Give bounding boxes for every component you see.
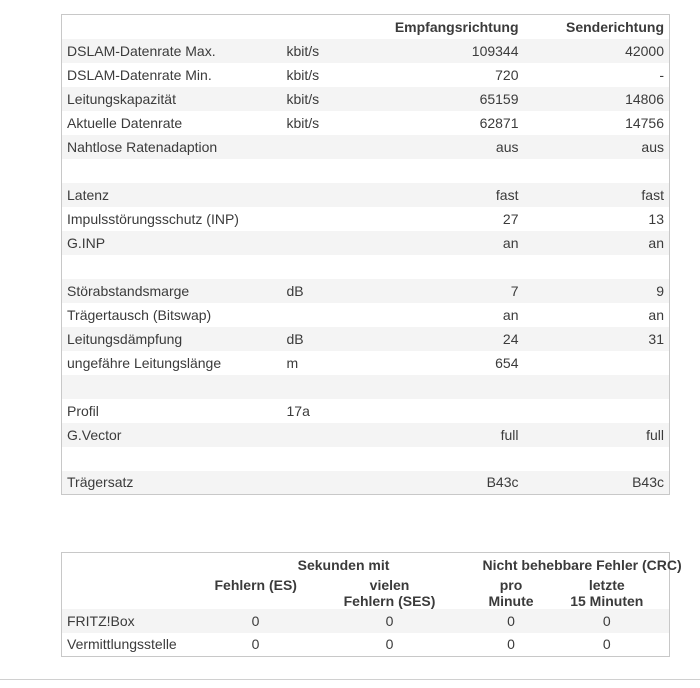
row-downstream-value: an — [374, 231, 524, 255]
row-label: G.Vector — [62, 423, 282, 447]
header-downstream: Empfangsrichtung — [374, 15, 524, 39]
row-upstream-value: - — [659, 66, 664, 83]
row-unit: dB — [282, 327, 374, 351]
row-downstream-value: 24 — [374, 327, 524, 351]
table-row — [62, 207, 670, 231]
error-group-header-row — [62, 553, 670, 577]
header-upstream: Senderichtung — [524, 15, 670, 39]
row-upstream-value — [524, 447, 670, 471]
row-unit: kbit/s — [286, 114, 320, 131]
row-unit: kbit/s — [282, 87, 374, 111]
row-label: Leitungskapazität — [62, 87, 282, 111]
row-downstream-value — [374, 255, 524, 279]
row-label — [62, 159, 282, 183]
row-unit — [282, 303, 374, 327]
table-row — [62, 351, 670, 375]
row-unit — [282, 159, 374, 183]
row-ses-value: 0 — [302, 609, 478, 633]
row-upstream-value: full — [524, 423, 670, 447]
col-pm-label-2: Minute — [488, 592, 534, 609]
table-row — [62, 39, 670, 63]
table-row — [62, 255, 670, 279]
row-upstream-value: an — [648, 306, 664, 323]
row-downstream-value — [374, 399, 524, 423]
table-row — [62, 135, 670, 159]
col-ses-label-2: Fehlern (SES) — [343, 592, 436, 609]
row-label — [62, 375, 282, 399]
table-row — [62, 399, 670, 423]
row-unit: kbit/s — [282, 39, 374, 63]
dsl-line-table — [61, 14, 670, 495]
table-row — [62, 633, 670, 657]
row-downstream-value: an — [502, 306, 519, 323]
row-unit: dB — [282, 279, 374, 303]
row-upstream-value — [524, 399, 670, 423]
table-row — [62, 471, 670, 495]
row-label: Impulsstörungsschutz (INP) — [67, 210, 239, 227]
row-downstream-value: 27 — [502, 210, 519, 227]
row-downstream-value: 654 — [495, 354, 519, 371]
group-seconds-header: Sekunden mit — [297, 556, 390, 573]
row-label: ungefähre Leitungslänge — [67, 354, 222, 371]
table-row — [62, 447, 670, 471]
row-upstream-value — [524, 255, 670, 279]
row-ses-value: 0 — [385, 636, 394, 653]
col-15min-label-2: 15 Minuten — [570, 592, 644, 609]
header-unit — [282, 15, 374, 39]
col-ses-header — [302, 577, 478, 609]
row-upstream-value: fast — [524, 183, 670, 207]
row-upstream-value — [524, 159, 670, 183]
row-unit: kbit/s — [286, 66, 320, 83]
header-label — [62, 15, 282, 39]
row-unit — [282, 471, 374, 495]
row-label: Trägertausch (Bitswap) — [67, 306, 212, 323]
row-unit — [282, 375, 374, 399]
row-downstream-value: B43c — [374, 471, 524, 495]
row-label: Aktuelle Datenrate — [67, 114, 183, 131]
col-es-header — [210, 577, 302, 609]
row-upstream-value: aus — [524, 135, 670, 159]
row-label: Profil — [67, 402, 99, 419]
table-row — [62, 87, 670, 111]
error-group-empty — [62, 553, 210, 577]
row-label — [62, 447, 282, 471]
row-downstream-value: 7 — [374, 279, 524, 303]
table-row — [62, 303, 670, 327]
group-crc-header: Nicht behebbare Fehler (CRC) — [482, 556, 682, 573]
row-downstream-value: 62871 — [479, 114, 519, 131]
col-15min-label-1: letzte — [588, 576, 625, 593]
row-upstream-value: 13 — [648, 210, 664, 227]
row-label: Vermittlungsstelle — [67, 636, 177, 653]
table-row — [62, 63, 670, 87]
row-label: FRITZ!Box — [62, 609, 210, 633]
row-unit — [282, 183, 374, 207]
row-downstream-value: 720 — [495, 66, 519, 83]
row-downstream-value: 109344 — [374, 39, 524, 63]
table-row — [62, 327, 670, 351]
col-es-label: Fehlern (ES) — [214, 576, 297, 593]
table-row — [62, 375, 670, 399]
row-unit — [282, 231, 374, 255]
row-label: DSLAM-Datenrate Max. — [62, 39, 282, 63]
error-column-header-row — [62, 577, 670, 609]
col-pm-header — [478, 577, 545, 609]
row-label: Latenz — [62, 183, 282, 207]
dsl-header-row — [62, 15, 670, 39]
row-upstream-value: an — [524, 231, 670, 255]
row-per-minute-value: 0 — [507, 636, 515, 653]
row-per-minute-value: 0 — [478, 609, 545, 633]
row-upstream-value: 9 — [524, 279, 670, 303]
bottom-divider — [0, 679, 700, 680]
table-row — [62, 423, 670, 447]
row-downstream-value: fast — [374, 183, 524, 207]
row-label — [62, 255, 282, 279]
row-upstream-value — [524, 351, 670, 375]
row-upstream-value: 14756 — [625, 114, 664, 131]
row-es-value: 0 — [210, 609, 302, 633]
row-label: Nahtlose Ratenadaption — [62, 135, 282, 159]
table-row — [62, 111, 670, 135]
col-ses-label-1: vielen — [369, 576, 410, 593]
row-unit — [282, 135, 374, 159]
row-downstream-value — [374, 447, 524, 471]
row-unit — [282, 207, 374, 231]
row-upstream-value: 14806 — [524, 87, 670, 111]
row-downstream-value: full — [374, 423, 524, 447]
row-unit — [282, 447, 374, 471]
row-last-15-min-value: 0 — [602, 636, 611, 653]
row-downstream-value: 65159 — [374, 87, 524, 111]
row-label: Leitungsdämpfung — [62, 327, 282, 351]
row-unit: m — [286, 354, 299, 371]
row-downstream-value: aus — [374, 135, 524, 159]
error-counter-table — [61, 552, 682, 657]
row-upstream-value — [524, 375, 670, 399]
row-unit — [282, 423, 374, 447]
row-upstream-value: B43c — [524, 471, 670, 495]
row-unit: 17a — [286, 402, 310, 419]
row-label: Störabstandsmarge — [62, 279, 282, 303]
row-es-value: 0 — [251, 636, 260, 653]
col-15min-header — [545, 577, 670, 609]
table-row — [62, 183, 670, 207]
table-row — [62, 609, 670, 633]
row-label: Trägersatz — [62, 471, 282, 495]
row-upstream-value: 42000 — [524, 39, 670, 63]
row-last-15-min-value: 0 — [545, 609, 670, 633]
table-row — [62, 279, 670, 303]
row-upstream-value: 31 — [524, 327, 670, 351]
row-label: G.INP — [62, 231, 282, 255]
table-row — [62, 159, 670, 183]
row-unit — [282, 255, 374, 279]
row-downstream-value — [374, 375, 524, 399]
error-col-empty — [62, 577, 210, 609]
row-label: DSLAM-Datenrate Min. — [67, 66, 212, 83]
row-downstream-value — [374, 159, 524, 183]
table-row — [62, 231, 670, 255]
col-pm-label-1: pro — [499, 576, 523, 593]
